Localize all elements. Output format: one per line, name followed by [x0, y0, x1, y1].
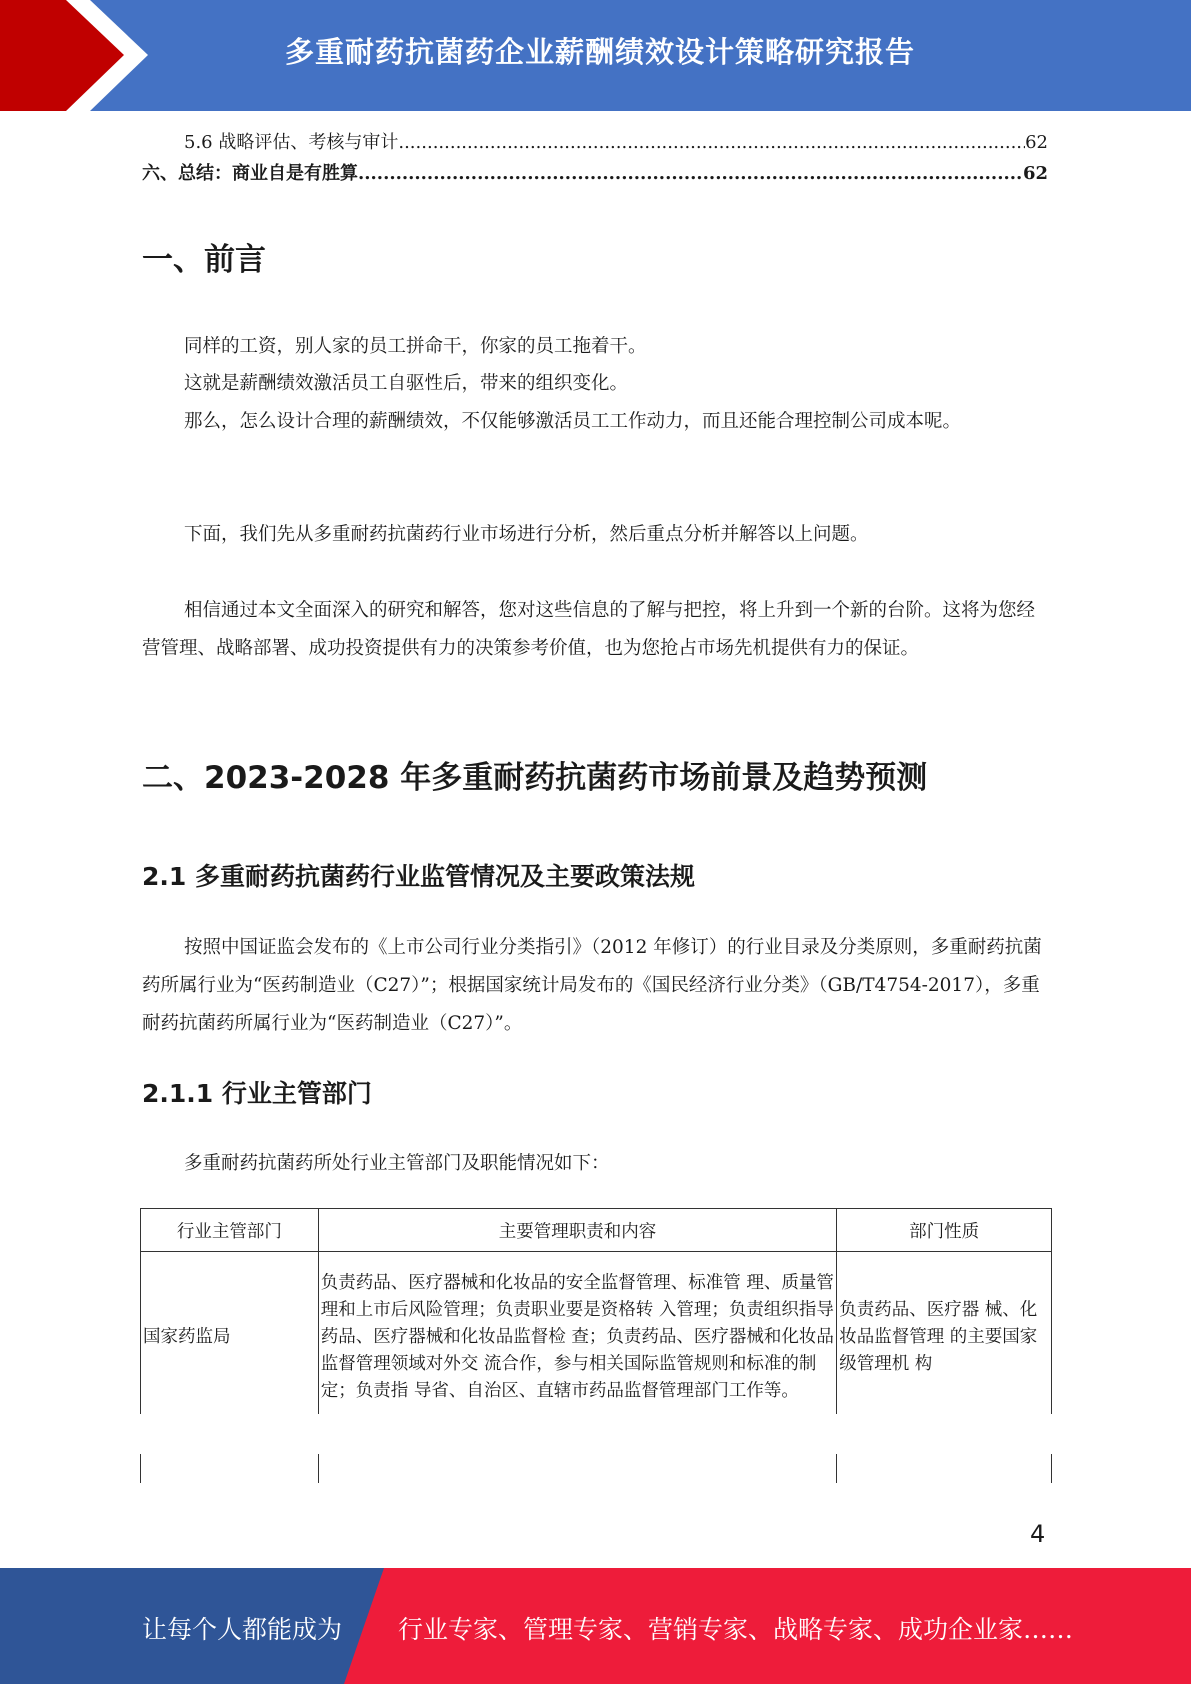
footer-slogan-right: 行业专家、管理专家、营销专家、战略专家、成功企业家……	[398, 1615, 1074, 1644]
paragraph-text: 那么，怎么设计合理的薪酬绩效，不仅能够激活员工工作动力，而且还能合理控制公司成本呢。	[184, 411, 962, 432]
report-title: 多重耐药抗菌药企业薪酬绩效设计策略研究报告	[284, 35, 915, 69]
paragraph-text: 多重耐药抗菌药所处行业主管部门及职能情况如下：	[184, 1153, 610, 1174]
toc-entry[interactable]	[142, 131, 1048, 155]
subsection-heading: 2.1.1 行业主管部门	[142, 1079, 372, 1108]
paragraph-text: 同样的工资，别人家的员工拼命干，你家的员工拖着干。	[184, 336, 647, 357]
section-heading: 一、前言	[142, 242, 266, 278]
toc-entry-page: 62	[1022, 163, 1048, 184]
toc-leader-dots	[398, 131, 1025, 155]
page-number: 4	[1030, 1520, 1046, 1548]
paragraph	[142, 516, 1048, 554]
table-header-cell: 行业主管部门	[141, 1209, 319, 1252]
table-cell-duty: 负责药品、医疗器械和化妆品的安全监督管理、标准管 理、质量管理和上市后风险管理；负责职业要是资格转 入管理；负责组织指导药品、医疗器械和化妆品监督检 查；负责药品、医疗器械和化妆品监督管理领域对外交 流合作，参与相关国际监管规则和标准的制定；负责指 导省、自治区、直辖市药品监督管理部门工作等。	[318, 1252, 836, 1423]
page-header	[0, 0, 1191, 111]
toc-leader-dots	[358, 162, 1023, 186]
paragraph	[142, 929, 1048, 1043]
paragraph-text: 相信通过本文全面深入的研究和解答，您对这些信息的了解与把控，将上升到一个新的台阶。这将为您经营管理、战略部署、成功投资提供有力的决策参考价值，也为您抢占市场先机提供有力的保证。	[142, 600, 1036, 659]
paragraph	[142, 328, 1048, 366]
toc-entry[interactable]	[142, 162, 1048, 186]
paragraph	[142, 1145, 1048, 1183]
table-header-cell: 主要管理职责和内容	[318, 1209, 836, 1252]
table-header-row	[141, 1209, 1052, 1252]
page-footer	[0, 1568, 1191, 1684]
section-heading: 二、2023-2028 年多重耐药抗菌药市场前景及趋势预测	[142, 760, 928, 796]
toc-entry-label: 六、总结：商业自是有胜算	[142, 163, 358, 184]
table-row	[141, 1252, 1052, 1423]
paragraph	[142, 365, 1048, 403]
table-continuation-cutoff	[130, 1414, 1070, 1454]
paragraph-text: 按照中国证监会发布的《上市公司行业分类指引》（2012 年修订）的行业目录及分类原则，多重耐药抗菌药所属行业为“医药制造业（C27）”；根据国家统计局发布的《国民经济行业分类》（GB/T4754-2017），多重耐药抗菌药所属行业为“医药制造业（C27）”。	[142, 937, 1042, 1034]
table-cell-nature: 负责药品、医疗器 械、化妆品监督管理 的主要国家级管理机 构	[837, 1252, 1052, 1423]
subsection-heading: 2.1 多重耐药抗菌药行业监管情况及主要政策法规	[142, 862, 695, 891]
paragraph	[142, 592, 1048, 668]
table-header-cell: 部门性质	[837, 1209, 1052, 1252]
paragraph-text: 这就是薪酬绩效激活员工自驱性后，带来的组织变化。	[184, 373, 629, 394]
footer-slogan-left: 让每个人都能成为	[142, 1615, 343, 1644]
paragraph	[142, 403, 1048, 441]
paragraph-text: 下面，我们先从多重耐药抗菌药行业市场进行分析，然后重点分析并解答以上问题。	[184, 524, 869, 545]
table-cell-dept: 国家药监局	[141, 1252, 319, 1423]
toc-entry-label: 5.6 战略评估、考核与审计	[184, 132, 399, 153]
toc-entry-page: 62	[1025, 132, 1048, 153]
